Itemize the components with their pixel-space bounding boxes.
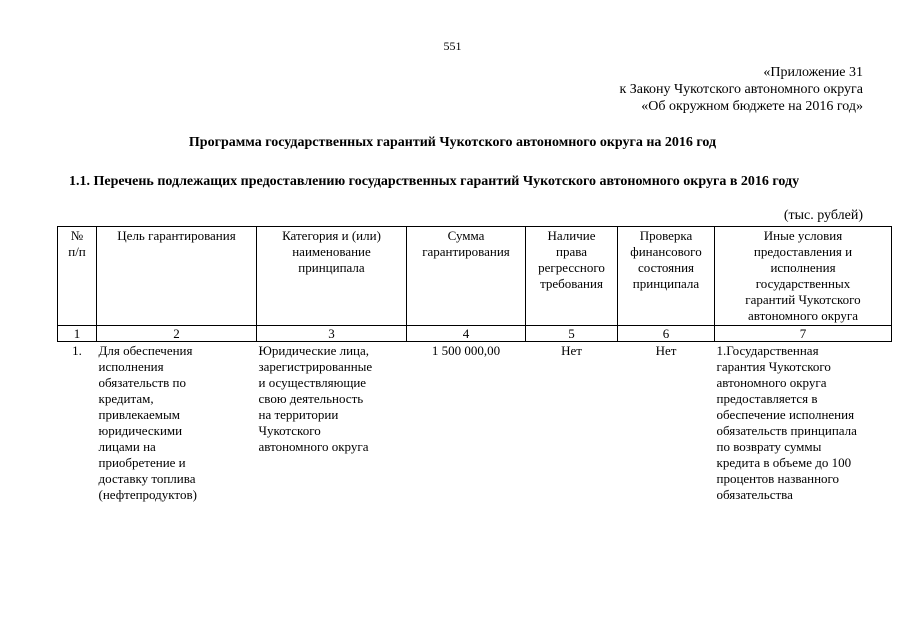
row-purpose: Для обеспечения исполнения обязательств по кредитам, привлекаемым юридическими лицами на приобретение и доставку топлива (нефтепродуктов) — [98, 343, 197, 502]
header-principal: Категория и (или) наименование принципала — [257, 227, 407, 326]
guarantees-table — [57, 226, 892, 504]
annex-header — [619, 64, 863, 115]
table-row — [58, 342, 892, 505]
row-number: 1. — [72, 343, 82, 358]
column-number-3: 3 — [257, 326, 407, 342]
row-other-conditions: 1.Государственная гарантия Чукотского автономного округа предоставляется в обеспечение исполнения обязательств принципала по возврату суммы кредита в объеме до 100 процентов названного обязательства — [716, 343, 857, 502]
header-number: № п/п — [58, 227, 97, 326]
column-number-2: 2 — [97, 326, 257, 342]
row-regress: Нет — [561, 343, 582, 358]
row-amount: 1 500 000,00 — [431, 343, 501, 358]
column-number-1: 1 — [58, 326, 97, 342]
column-number-5: 5 — [526, 326, 618, 342]
column-number-row — [58, 326, 892, 342]
header-purpose: Цель гарантирования — [97, 227, 257, 326]
header-other-conditions: Иные условия предоставления и исполнения государственных гарантий Чукотского автономного округа — [715, 227, 892, 326]
header-regress: Наличие права регрессного требования — [526, 227, 618, 326]
units-label: (тыс. рублей) — [783, 208, 863, 223]
table-header-row — [58, 227, 892, 326]
row-principal: Юридические лица, зарегистрированные и осуществляющие свою деятельность на территории Чукотского автономного округа — [258, 343, 373, 454]
annex-line-1: «Приложение 31 — [763, 65, 863, 80]
program-title: Программа государственных гарантий Чукотского автономного округа на 2016 год — [188, 135, 717, 150]
annex-line-2: к Закону Чукотского автономного округа — [619, 82, 863, 97]
row-financial-check: Нет — [655, 343, 677, 358]
column-number-7: 7 — [715, 326, 892, 342]
list-title: 1.1. Перечень подлежащих предоставлению государственных гарантий Чукотского автономного округа в 2016 году — [69, 174, 800, 189]
header-amount: Сумма гарантирования — [407, 227, 526, 326]
annex-line-3: «Об окружном бюджете на 2016 год» — [641, 99, 863, 114]
header-financial-check: Проверка финансового состояния принципала — [618, 227, 715, 326]
column-number-6: 6 — [618, 326, 715, 342]
column-number-4: 4 — [407, 326, 526, 342]
page-number: 551 — [443, 39, 462, 53]
